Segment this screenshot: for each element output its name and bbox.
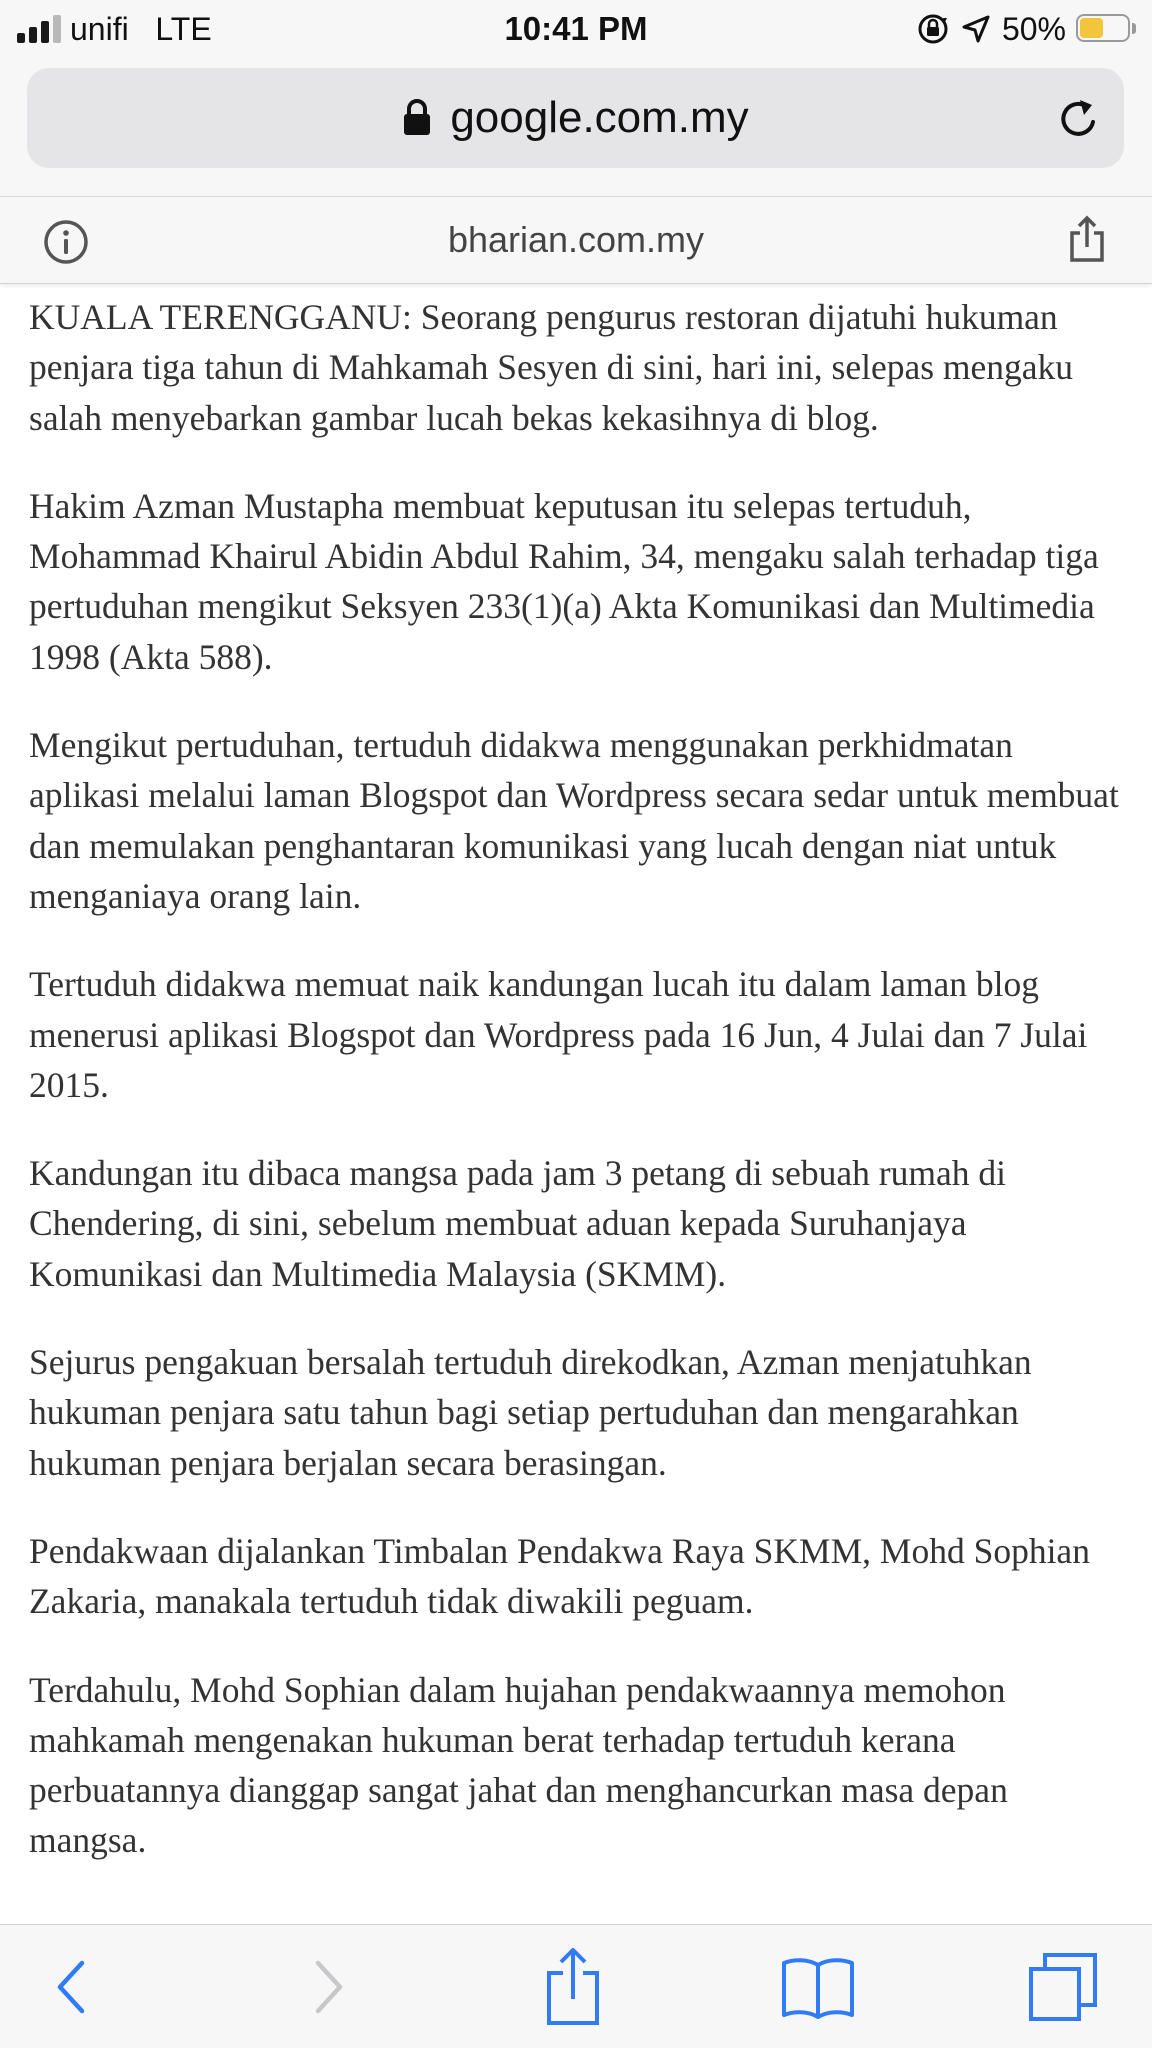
status-right-group	[916, 9, 1138, 49]
back-button[interactable]	[32, 1947, 112, 2027]
article-paragraph: KUALA TERENGGANU: Seorang pengurus restoran dijatuhi hukuman penjara tiga tahun di Mahkamah Sesyen di sini, hari ini, selepas mengaku salah menyebarkan gambar lucah bekas kekasihnya di blog.	[29, 297, 1074, 438]
bookmarks-button[interactable]	[778, 1947, 858, 2027]
page-share-icon[interactable]	[1067, 215, 1107, 263]
carrier-name: unifi	[70, 11, 129, 47]
tabs-icon	[1027, 1951, 1099, 2023]
tabs-button[interactable]	[1023, 1947, 1103, 2027]
address-bar[interactable]	[27, 68, 1124, 168]
browser-address-area	[0, 58, 1152, 196]
orientation-lock-icon	[916, 12, 950, 46]
battery-icon	[1076, 14, 1138, 44]
article-paragraph: Mengikut pertuduhan, tertuduh didakwa menggunakan perkhidmatan aplikasi melalui laman Blogspot dan Wordpress secara sedar untuk membuat dan memulakan penghantaran komunikasi yang lucah dengan niat untuk menganiaya orang lain.	[29, 725, 1119, 916]
status-time: 10:41 PM	[504, 10, 648, 47]
article-paragraph: Terdahulu, Mohd Sophian dalam hujahan pendakwaannya memohon mahkamah mengenakan hukuman berat terhadap tertuduh kerana perbuatannya dianggap sangat jahat dan menghancurkan masa depan mangsa.	[29, 1669, 1008, 1861]
article-paragraph: Kandungan itu dibaca mangsa pada jam 3 petang di sebuah rumah di Chendering, di sini, sebelum membuat aduan kepada Suruhanjaya Komunikasi dan Multimedia Malaysia (SKMM).	[29, 1153, 1006, 1294]
bottom-toolbar	[0, 1924, 1152, 2048]
url-domain: google.com.my	[450, 93, 749, 142]
location-icon	[960, 13, 992, 45]
article-body	[29, 292, 1129, 1904]
article-paragraph: Hakim Azman Mustapha membuat keputusan itu selepas tertuduh, Mohammad Khairul Abidin Abdul Rahim, 34, mengaku salah terhadap tiga pertuduhan mengikut Seksyen 233(1)(a) Akta Komunikasi dan Multimedia 1998 (Akta 588).	[29, 485, 1099, 677]
battery-percentage: 50%	[1001, 11, 1066, 47]
bookmarks-icon	[780, 1955, 856, 2019]
reload-icon[interactable]	[1056, 96, 1102, 142]
share-icon	[543, 1947, 603, 2027]
lock-icon	[402, 99, 432, 137]
article-paragraph: Sejurus pengakuan bersalah tertuduh direkodkan, Azman menjatuhkan hukuman penjara satu tahun bagi setiap pertuduhan dan mengarahkan hukuman penjara berjalan secara berasingan.	[29, 1342, 1032, 1483]
network-type: LTE	[155, 11, 212, 47]
forward-button[interactable]	[288, 1947, 368, 2027]
article-paragraph: Pendakwaan dijalankan Timbalan Pendakwa Raya SKMM, Mohd Sophian Zakaria, manakala tertuduh tidak diwakili peguam.	[29, 1530, 1090, 1622]
reader-view-bar	[0, 196, 1152, 284]
share-button[interactable]	[533, 1947, 613, 2027]
article-paragraph: Tertuduh didakwa memuat naik kandungan lucah itu dalam laman blog menerusi aplikasi Blogspot dan Wordpress pada 16 Jun, 4 Julai dan 7 Julai 2015.	[29, 964, 1088, 1105]
site-domain: bharian.com.my	[447, 219, 705, 260]
status-bar	[0, 0, 1152, 58]
back-icon	[52, 1957, 92, 2017]
forward-icon	[308, 1957, 348, 2017]
